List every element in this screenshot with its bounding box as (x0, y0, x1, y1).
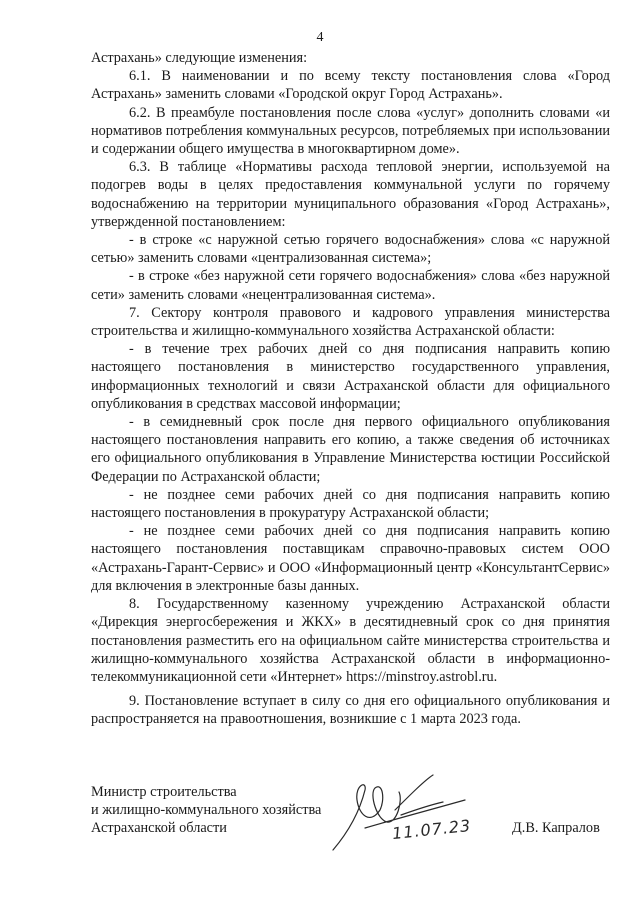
paragraph-7-item-3: - не позднее семи рабочих дней со дня подписания направить копию настоящего постановления в прокуратуру Астраханской области; (91, 486, 610, 522)
paragraph-6-1: 6.1. В наименовании и по всему тексту постановления слова «Город Астрахань» заменить словами «Городской округ Город Астрахань». (91, 68, 610, 103)
signature-position (91, 783, 321, 838)
document-body (91, 49, 610, 729)
signer-name: Д.В. Капралов (512, 820, 600, 836)
paragraph-8: 8. Государственному казенному учреждению Астраханской области «Дирекция энергосбережения и ЖКХ» в десятидневный срок со дня принятия постановления разместить его на официальном сайте министерства строительства и жилищно-коммунального хозяйства Астраханской области в информационно-телекоммуникационной сети «Интернет» https://minstroy.astrobl.ru. (91, 596, 610, 685)
paragraph-continuation: Астрахань» следующие изменения: (91, 50, 308, 66)
paragraph-7-item-1: - в течение трех рабочих дней со дня подписания направить копию настоящего постановления в министерство государственного управления, информационных технологий и связи Астраханской области для официального опубликования в средствах массовой информации; (91, 341, 610, 412)
paragraph-7-item-2: - в семидневный срок после дня первого официального опубликования настоящего постановления направить его копию, а также сведения об источниках его официального опубликования в Управление Министерства юстиции Российской Федерации по Астраханской области; (91, 414, 610, 485)
paragraph-6-3-item-1: - в строке «с наружной сетью горячего водоснабжения» слова «с наружной сетью» заменить словами «централизованная система»; (91, 232, 610, 267)
paragraph-7: 7. Сектору контроля правового и кадрового управления министерства строительства и жилищно-коммунального хозяйства Астраханской области: (91, 304, 610, 340)
paragraph-6-3: 6.3. В таблице «Нормативы расхода тепловой энергии, используемой на подогрев воды в целях предоставления коммунальной услуги по горячему водоснабжению на территории муниципального образования «Город Астрахань», утвержденной постановлением: (91, 159, 610, 230)
paragraph-9: 9. Постановление вступает в силу со дня его официального опубликования и распространяется на правоотношения, возникшие с 1 марта 2023 года. (91, 693, 610, 728)
signer-position-line-1: Министр строительства (91, 784, 237, 800)
paragraph-7-item-4: - не позднее семи рабочих дней со дня подписания направить копию настоящего постановления поставщикам справочно-правовых систем ООО «Астрахань-Гарант-Сервис» и ООО «Информационный центр «КонсультантСервис» для включения в электронные базы данных. (91, 523, 610, 594)
signer-position-line-2: и жилищно-коммунального хозяйства (91, 802, 322, 819)
signer-position-line-3: Астраханской области (91, 820, 227, 837)
paragraph-6-2: 6.2. В преамбуле постановления после слова «услуг» дополнить словами «и нормативов потребления коммунальных ресурсов, потребляемых при использовании и содержании общего имущества в многоквартирном доме». (91, 104, 610, 158)
handwritten-date: 11.07.23 (391, 815, 473, 844)
page-number: 4 (316, 30, 324, 45)
paragraph-6-3-item-2: - в строке «без наружной сети горячего водоснабжения» слова «без наружной сети» заменить словами «нецентрализованная система». (91, 268, 610, 303)
